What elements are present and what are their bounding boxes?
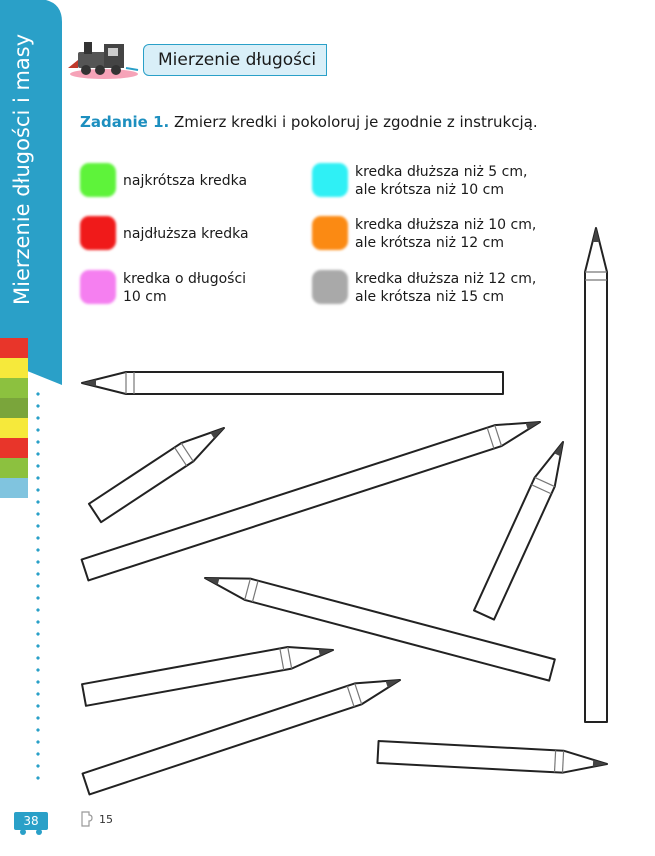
legend-text: kredka dłuższa niż 10 cm,	[355, 217, 537, 233]
legend-text: najdłuższa kredka	[123, 226, 249, 242]
reference-page-number: 15	[99, 813, 113, 826]
pencil	[82, 372, 503, 394]
legend-text: ale krótsza niż 10 cm	[355, 182, 504, 198]
chapter-title: Mierzenie długości i masy	[10, 33, 34, 305]
pencil	[89, 428, 224, 522]
pencil	[82, 647, 333, 706]
page-number: 38	[23, 814, 39, 828]
legend-text: najkrótsza kredka	[123, 173, 248, 189]
task-number: Zadanie 1.	[80, 113, 170, 131]
pencil	[585, 228, 607, 722]
legend-text: 10 cm	[123, 289, 167, 305]
section-title: Mierzenie długości	[158, 50, 317, 70]
legend-text: ale krótsza niż 12 cm	[355, 235, 504, 251]
legend-text: kredka dłuższa niż 12 cm,	[355, 271, 537, 287]
legend-text: kredka dłuższa niż 5 cm,	[355, 164, 528, 180]
legend-text: ale krótsza niż 15 cm	[355, 289, 504, 305]
legend-text: kredka o długości	[123, 271, 247, 287]
pencil	[377, 741, 607, 773]
pencil	[82, 422, 540, 580]
task-text: Zmierz kredki i pokoloruj je zgodnie z instrukcją.	[174, 113, 538, 131]
pencil	[474, 442, 563, 620]
